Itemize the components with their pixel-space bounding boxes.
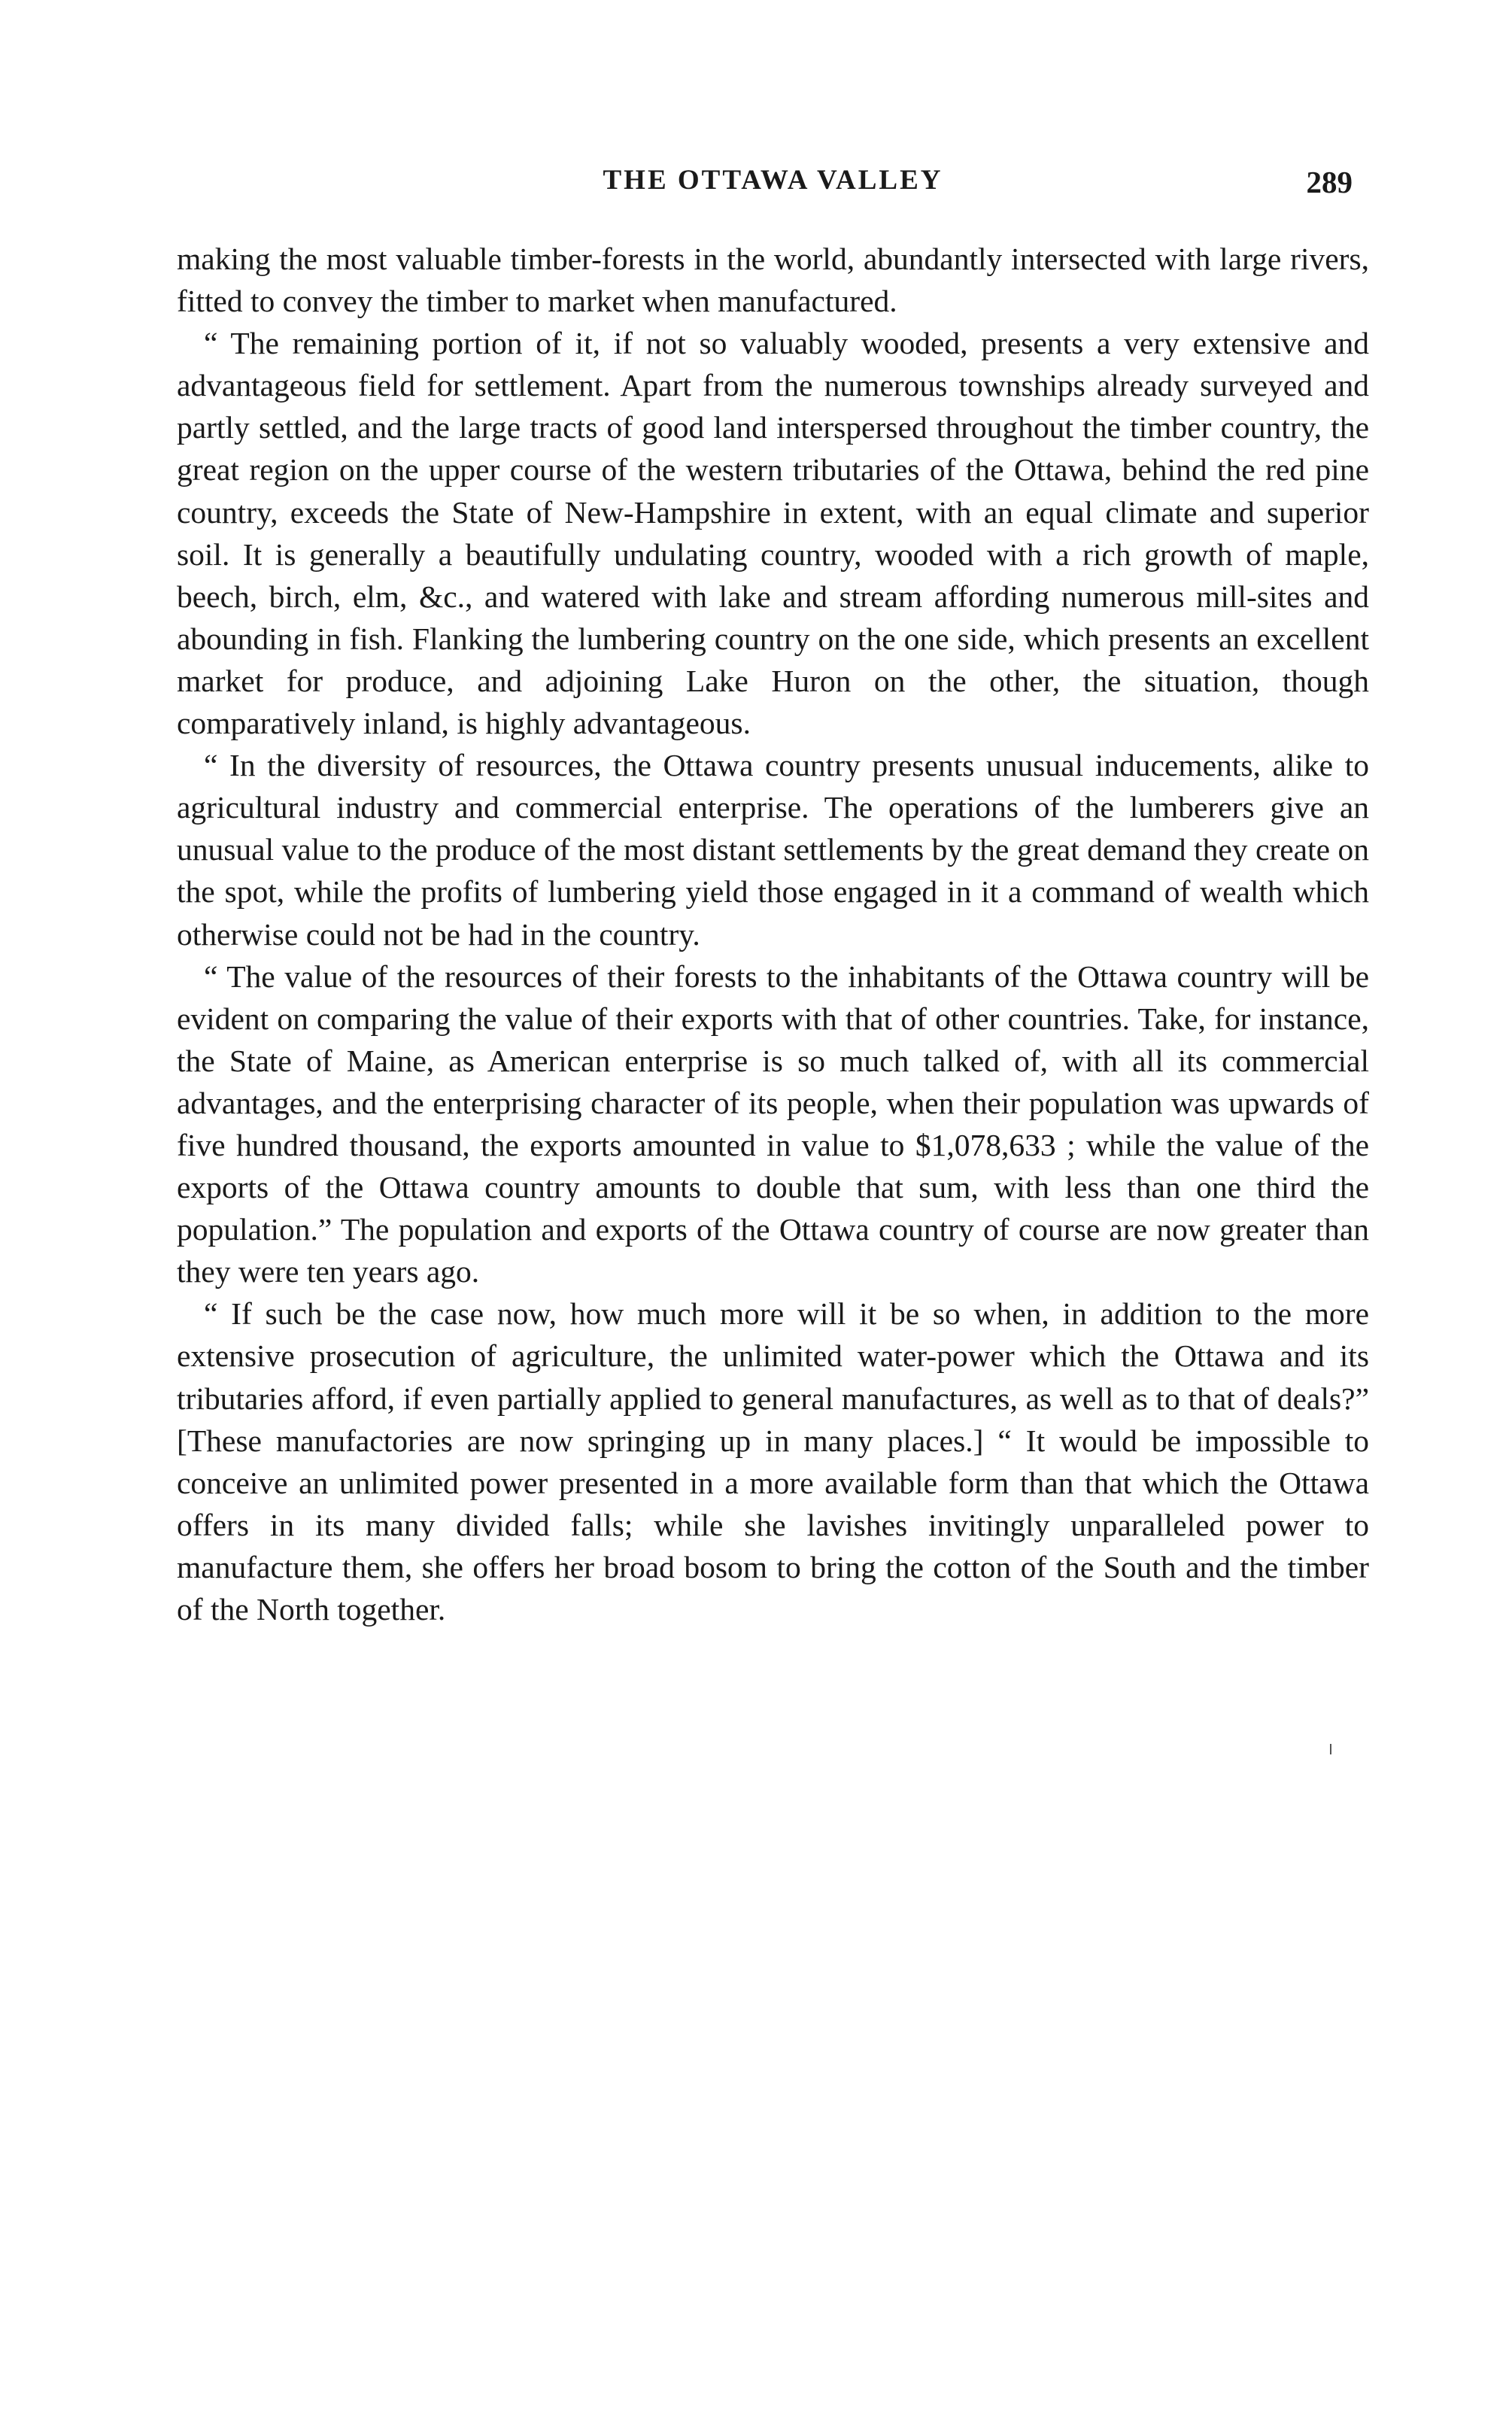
paragraph-manufactures: “ If such be the case now, how much more will it be so when, in addition to the more extensive prosecution of agriculture, the unlimited water-power which the Ottawa and its tributaries afford, if even partially applied to general manufactures, as well as to that of deals?” [These manufactories are now springing up in many places.] “ It would be impossible to conceive an unlimited power presented in a more available form than that which the Ottawa offers in its many divided falls; while she lavishes invitingly unparalleled power to manufacture them, she offers her broad bosom to bring the cotton of the South and the timber of the North together.: [177, 1296, 1369, 1627]
paragraph-remaining-portion: “ The remaining portion of it, if not so valuably wooded, presents a very extensive and advantageous field for settlement. Apart from the numerous townships already surveyed and partly settled, and the large tracts of good land interspersed throughout the timber country, the great region on the upper course of the western tributaries of the Ottawa, behind the red pine country, exceeds the State of New-Hampshire in extent, with an equal climate and superior soil. It is generally a beautifully undulating country, wooded with a rich growth of maple, beech, birch, elm, &c., and watered with lake and stream affording numerous mill-sites and abounding in fish. Flanking the lumbering country on the one side, which presents an excellent market for produce, and adjoining Lake Huron on the other, the situation, though comparatively inland, is highly advantageous.: [177, 326, 1369, 741]
margin-mark: [1330, 1744, 1331, 1754]
running-title: THE OTTAWA VALLEY: [603, 165, 943, 196]
paragraph-diversity-of-resources: “ In the diversity of resources, the Ottawa country presents unusual inducements, alike to agricultural industry and commercial enterprise. The operations of the lumberers give an unusual value to the produce of the most distant settlements by the great demand they create on the spot, while the profits of lumbering yield those engaged in it a command of wealth which otherwise could not be had in the country.: [177, 748, 1369, 952]
page-number: 289: [1306, 165, 1353, 199]
body-text: [177, 238, 1369, 1630]
page-header: [177, 164, 1369, 212]
paragraph-continuation: making the most valuable timber-forests in the world, abundantly intersected with large rivers, fitted to convey the timber to market when manufactured.: [177, 241, 1369, 319]
paragraph-value-of-resources: “ The value of the resources of their forests to the inhabitants of the Ottawa country will be evident on comparing the value of their exports with that of other countries. Take, for instance, the State of Maine, as American enterprise is so much talked of, with all its commercial advantages, and the enterprising character of its people, when their population was upwards of five hundred thousand, the exports amounted in value to $1,078,633 ; while the value of the exports of the Ottawa country amounts to double that sum, with less than one third the population.” The population and exports of the Ottawa country of course are now greater than they were ten years ago.: [177, 958, 1369, 1289]
